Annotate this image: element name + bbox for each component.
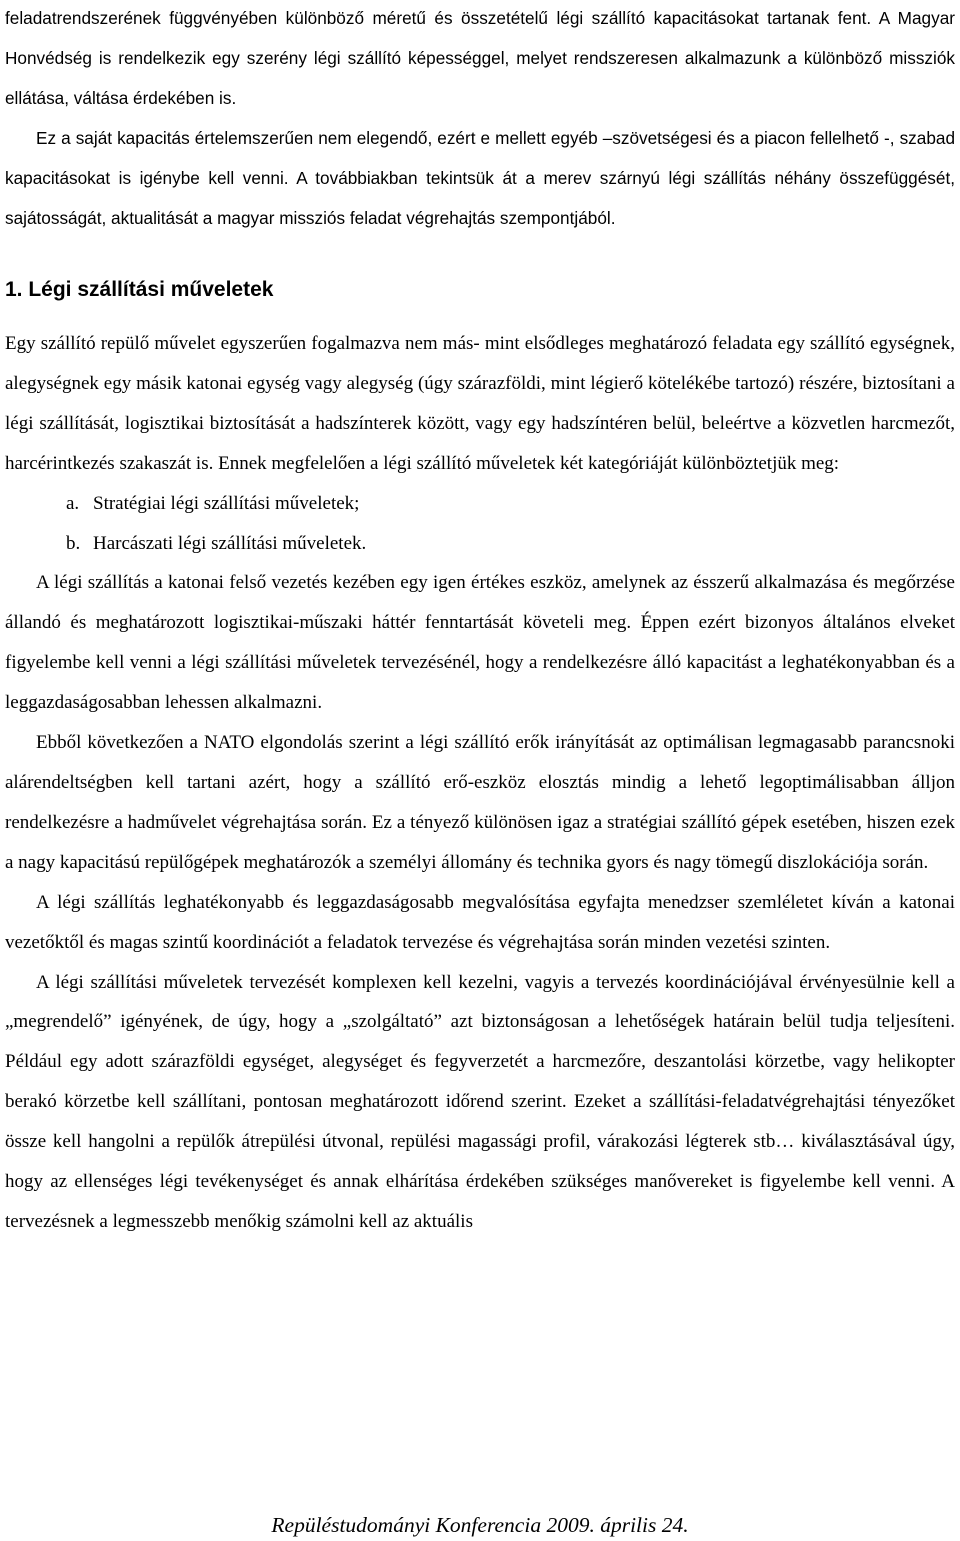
- list-marker: a.: [66, 492, 80, 514]
- section-heading: 1. Légi szállítási műveletek: [5, 278, 274, 301]
- list-item-text: Stratégiai légi szállítási műveletek;: [93, 492, 360, 514]
- paragraph-capacity: Ez a saját kapacitás értelemszerűen nem elegendő, ezért e mellett egyéb –szövetségesi és a piacon fellelhető -, szabad kapacitásokat is igénybe kell venni. A továbbiakban tekintsük át a merev szárnyú légi szállítás néhány összefüggését, sajátosságát, aktualitását a magyar missziós feladat végrehajtás szempontjából.: [5, 128, 955, 228]
- category-list: [5, 484, 955, 564]
- list-item: [5, 524, 955, 564]
- document-page: [5, 0, 955, 1242]
- list-item: [5, 484, 955, 524]
- paragraph-definition: Egy szállító repülő művelet egyszerűen fogalmazva nem más- mint elsődleges meghatározó feladata egy szállító egységnek, alegységnek egy másik katonai egység vagy alegység (úgy szárazföldi, mint légierő kötelékébe tartozó) részére, biztosítani a légi szállítását, logisztikai biztosítását a hadszínterek között, vagy egy hadszíntéren belül, beleértve a közvetlen harcmezőt, harcérintkezés szakaszát is. Ennek megfelelően a légi szállító műveletek két kategóriáját különböztetjük meg:: [5, 333, 955, 474]
- paragraph-planning: A légi szállítási műveletek tervezését komplexen kell kezelni, vagyis a tervezés koordinációjával érvényesülnie kell a „megrendelő” igényének, de úgy, hogy a „szolgáltató” azt biztonságosan a lehetőségek határain belül tudja teljesíteni. Például egy adott szárazföldi egységet, alegységet és fegyverzetét a harcmezőre, deszantolási körzetbe, vagy helikopter berakó körzetbe kell szállítani, pontosan meghatározott időrend szerint. Ezeket a szállítási-feladatvégrehajtási tényezőket össze kell hangolni a repülők átrepülési útvonal, repülési magassági profil, várakozási légterek stb… kiválasztásával úgy, hogy az ellenséges légi tevékenységet és annak elhárítása érdekében szükséges manővereket is figyelembe kell venni. A tervezésnek a legmesszebb menőkig számolni kell az aktuális: [5, 971, 955, 1232]
- list-item-text: Harcászati légi szállítási műveletek.: [93, 532, 367, 554]
- list-marker: b.: [66, 532, 81, 554]
- paragraph-principles: A légi szállítás a katonai felső vezetés kezében egy igen értékes eszköz, amelynek az ésszerű alkalmazása és megőrzése állandó és meghatározott logisztikai-műszaki háttér fenntartását követeli meg. Éppen ezért bizonyos általános elveket figyelembe kell venni a légi szállítási műveletek tervezésénél, hogy a rendelkezésre álló kapacitást a leghatékonyabban és a leggazdaságosabban lehessen alkalmazni.: [5, 572, 955, 714]
- paragraph-intro: feladatrendszerének függvényében különböző méretű és összetételű légi szállító kapacitásokat tartanak fent. A Magyar Honvédség is rendelkezik egy szerény légi szállító képességgel, melyet rendszeresen alkalmazunk a különböző missziók ellátása, váltása érdekében is.: [5, 8, 955, 108]
- paragraph-nato: Ebből következően a NATO elgondolás szerint a légi szállító erők irányítását az optimálisan legmagasabb parancsnoki alárendeltségben kell tartani azért, hogy a szállító erő-eszköz elosztás mindig a lehető legoptimálisabban álljon rendelkezésre a hadművelet végrehajtása során. Ez a tényező különösen igaz a stratégiai szállító gépek esetében, hiszen ezek a nagy kapacitású repülőgépek meghatározók a személyi állomány és technika gyors és nagy tömegű diszlokációja során.: [5, 732, 955, 873]
- page-footer: Repüléstudományi Konferencia 2009. április 24.: [271, 1513, 689, 1537]
- paragraph-efficiency: A légi szállítás leghatékonyabb és leggazdaságosabb megvalósítása egyfajta menedzser szemléletet kíván a katonai vezetőktől és magas szintű koordinációt a feladatok tervezése és végrehajtása során minden vezetési szinten.: [5, 891, 955, 953]
